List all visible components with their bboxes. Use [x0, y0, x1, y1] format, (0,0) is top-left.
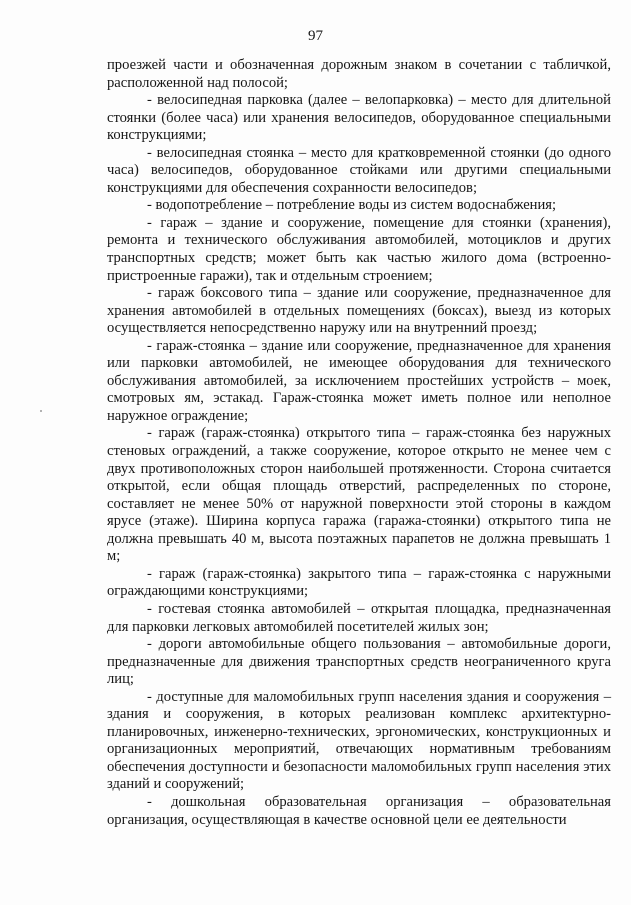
definition-bicycle-stand: - велосипедная стоянка – место для кратковременной стоянки (до одного часа) велосипедов, оборудованное стойками или другими специальными конструкциями для обеспечения сохранности велосипедов;: [107, 144, 611, 196]
definition-garage-parking: - гараж-стоянка – здание или сооружение, предназначенное для хранения или парковки автомобилей, не имеющее оборудования для технического обслуживания автомобилей, за исключением простейших устройств – моек, смотровых ям, эстакад. Гараж-стоянка может иметь полное или неполное наружное ограждение;: [107, 337, 611, 424]
definition-bicycle-parking: - велосипедная парковка (далее – велопарковка) – место для длительной стоянки (более часа) или хранения велосипедов, оборудованное специальными конструкциями;: [107, 92, 611, 144]
definition-open-garage: - гараж (гараж-стоянка) открытого типа – гараж-стоянка без наружных стеновых ограждений, а также сооружение, которое открыто не менее чем с двух противоположных сторон наибольшей протяженности. Сторона считается открытой, если общая площадь отверстий, распределенных по стороне, составляет не менее 50% от наружной поверхности этой стороны в каждом ярусе (этаже). Ширина корпуса гаража (гаража-стоянки) открытого типа не должна превышать 40 м, высота поэтажных парапетов не должна превышать 1 м;: [107, 425, 611, 565]
definition-box-garage: - гараж боксового типа – здание или сооружение, предназначенное для хранения автомобилей в отдельных помещениях (боксах), выезд из которых осуществляется непосредственно наружу или на внутренний проезд;: [107, 285, 611, 337]
definition-preschool-organization: - дошкольная образовательная организация – образовательная организация, осуществляющая в качестве основной цели ее деятельности: [107, 793, 611, 828]
definition-garage: - гараж – здание и сооружение, помещение для стоянки (хранения), ремонта и технического обслуживания автомобилей, мотоциклов и других транспортных средств; может быть как частью жилого дома (встроенно-пристроенные гаражи), так и отдельным строением;: [107, 214, 611, 284]
definition-public-roads: - дороги автомобильные общего пользования – автомобильные дороги, предназначенные для движения транспортных средств неограниченного круга лиц;: [107, 636, 611, 688]
scan-speck: [40, 410, 42, 412]
body-text: [107, 57, 611, 829]
definition-guest-parking: - гостевая стоянка автомобилей – открытая площадка, предназначенная для парковки легковых автомобилей посетителей жилых зон;: [107, 600, 611, 635]
definition-accessible-buildings: - доступные для маломобильных групп населения здания и сооружения – здания и сооружения, в которых реализован комплекс архитектурно-планировочных, инженерно-технических, эргономических, конструкционных и организационных мероприятий, отвечающих нормативным требованиям обеспечения доступности и безопасности маломобильных групп населения этих зданий и сооружений;: [107, 688, 611, 793]
page-number: 97: [308, 28, 323, 44]
definition-water-consumption: - водопотребление – потребление воды из систем водоснабжения;: [147, 197, 557, 214]
definition-closed-garage: - гараж (гараж-стоянка) закрытого типа – гараж-стоянка с наружными ограждающими конструкциями;: [107, 565, 611, 600]
paragraph-continuation: проезжей части и обозначенная дорожным знаком в сочетании с табличкой, расположенной над полосой;: [107, 57, 611, 91]
